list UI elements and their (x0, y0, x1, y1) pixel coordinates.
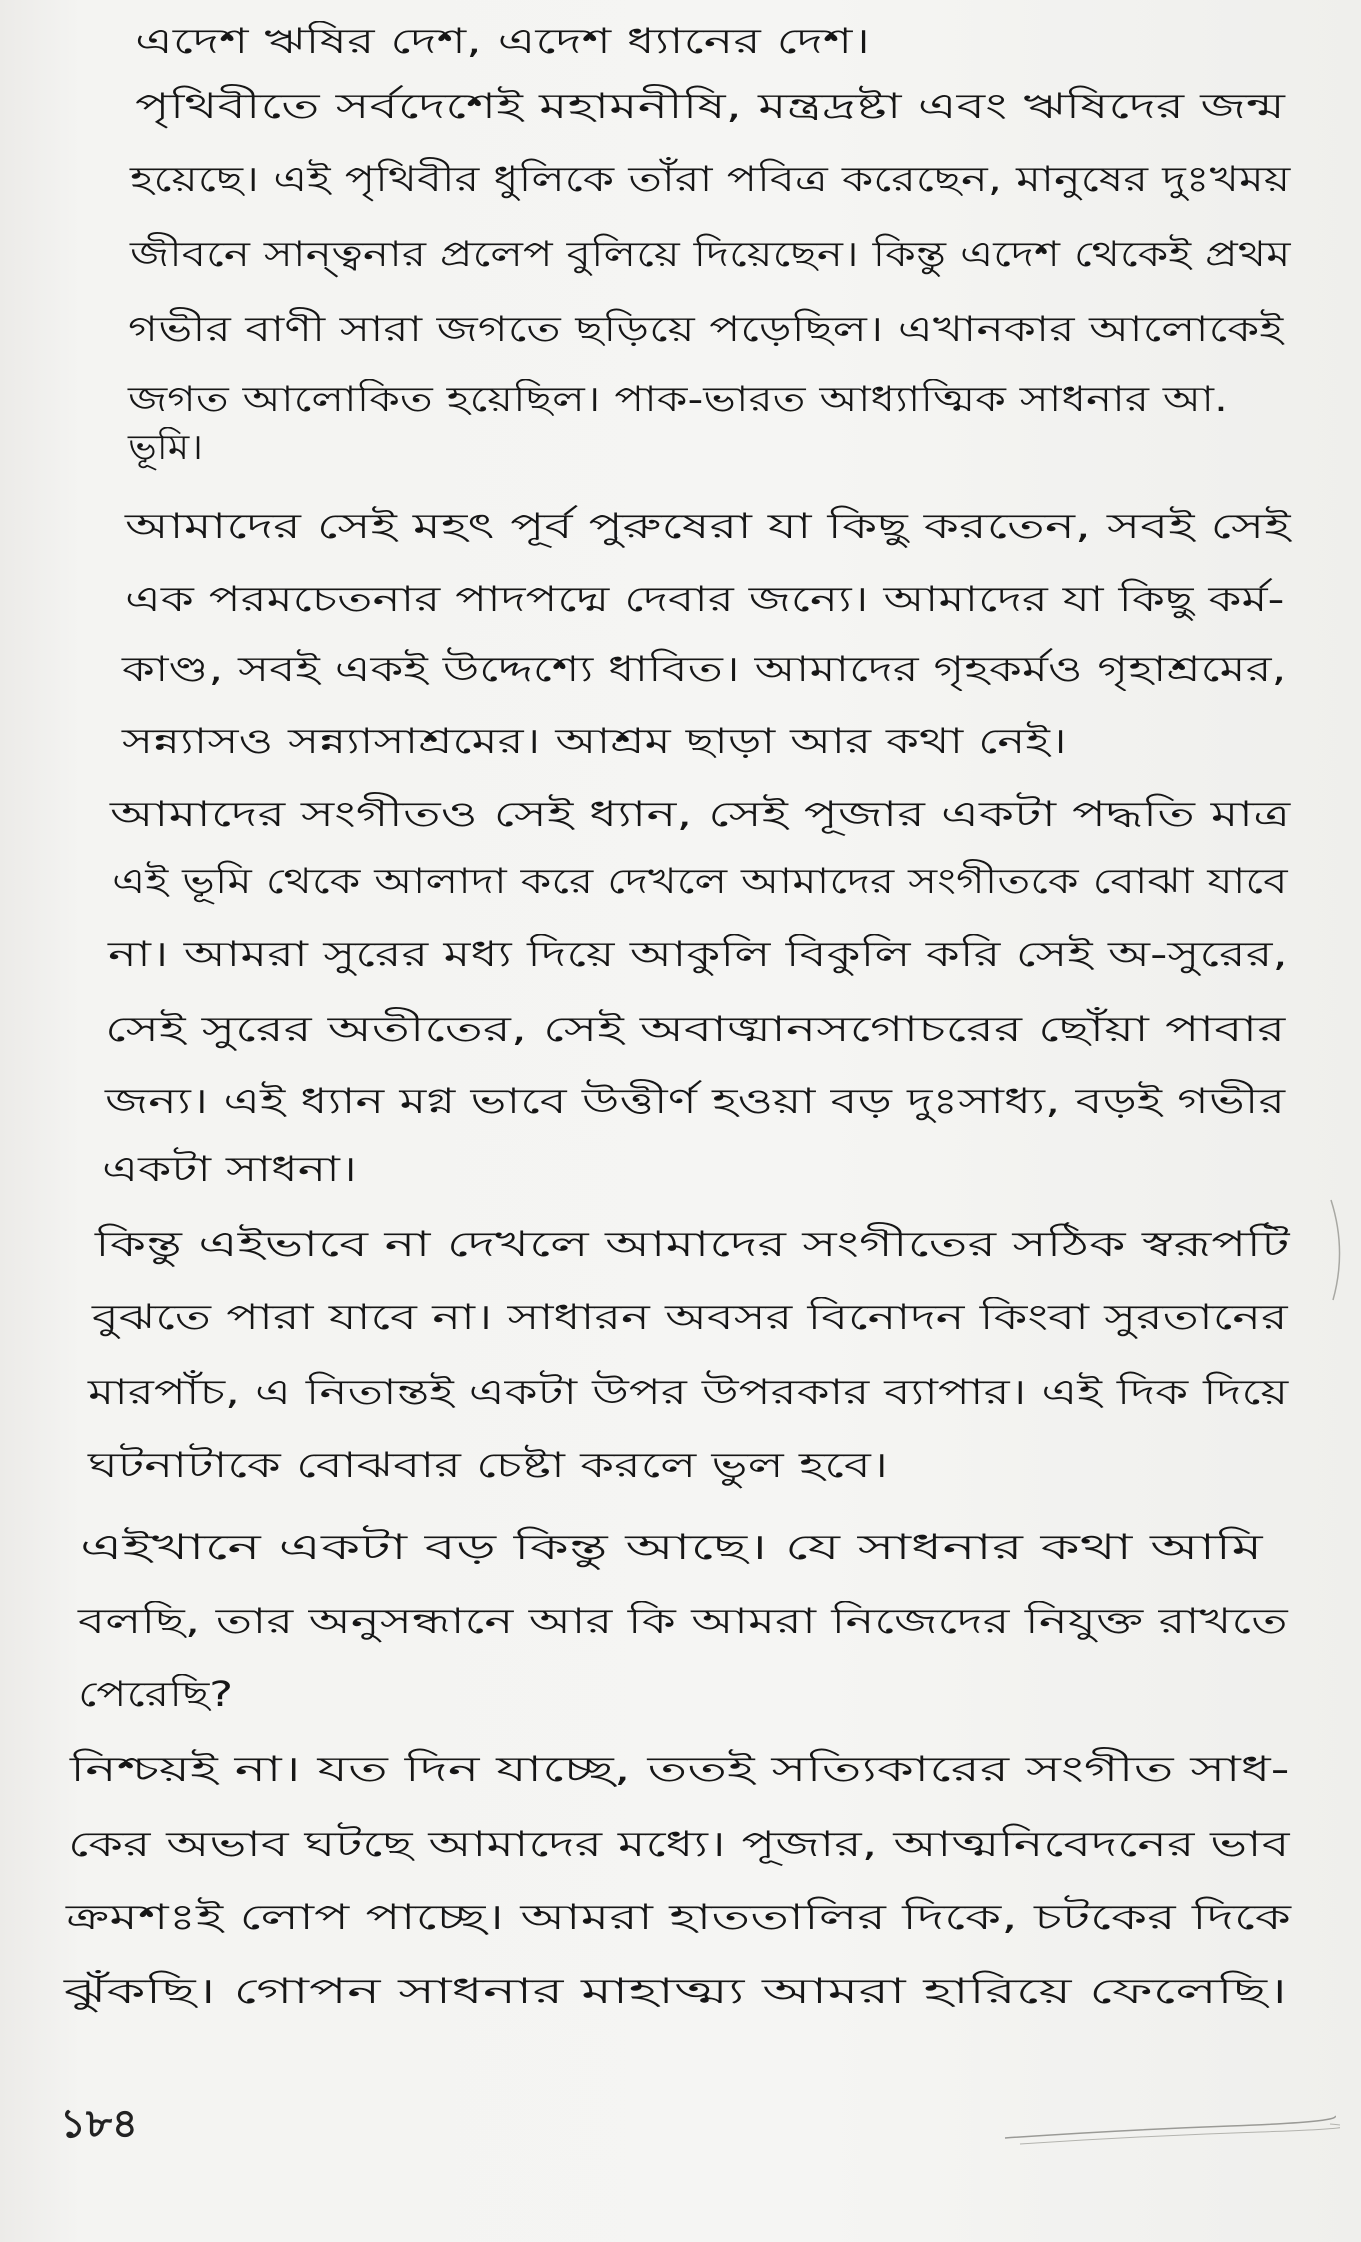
text-line: ক্রমশঃই লোপ পাচ্ছে। আমরা হাততালির দিকে, চটকের দিকে (66, 1898, 1291, 1938)
text-line: ভূমি। (128, 428, 204, 468)
text-line: কিন্তু এইভাবে না দেখলে আমাদের সংগীতের সঠিক স্বরূপটি (95, 1225, 1290, 1265)
text-line: মারপাঁচ, এ নিতান্তই একটা উপর উপরকার ব্যাপার। এই দিক দিয়ে (88, 1373, 1289, 1413)
page-edge-curl (1325, 1195, 1355, 1305)
text-line: এইখানে একটা বড় কিন্তু আছে। যে সাধনার কথা আমি (80, 1528, 1263, 1568)
text-line: একটা সাধনা। (102, 1150, 357, 1190)
text-line: না। আমরা সুরের মধ্য দিয়ে আকুলি বিকুলি করি সেই অ-সুরের, (108, 935, 1288, 975)
text-line: ঘটনাটাকে বোঝবার চেষ্টা করলে ভুল হবে। (88, 1446, 889, 1486)
text-line: বুঝতে পারা যাবে না। সাধারন অবসর বিনোদন কিংবা সুরতানের (92, 1298, 1288, 1338)
page-number: ১৮৪ (60, 2101, 138, 2147)
text-line: পেরেছি? (78, 1675, 234, 1715)
text-line: পৃথিবীতে সর্বদেশেই মহামনীষি, মন্ত্রদ্রষ্টা এবং ঋষিদের জন্ম (135, 87, 1285, 127)
text-line: হয়েছে। এই পৃথিবীর ধুলিকে তাঁরা পবিত্র করেছেন, মানুষের দুঃখময় (130, 160, 1291, 200)
text-line: কাণ্ড, সবই একই উদ্দেশ্যে ধাবিত। আমাদের গৃহকর্মও গৃহাশ্রমের, (122, 650, 1287, 690)
text-line: আমাদের সেই মহৎ পূর্ব পুরুষেরা যা কিছু করতেন, সবই সেই (125, 507, 1291, 547)
text-line: আমাদের সংগীতও সেই ধ্যান, সেই পূজার একটা পদ্ধতি মাত্র (110, 795, 1291, 835)
text-line: এদেশ ঋষির দেশ, এদেশ ধ্যানের দেশ। (135, 22, 871, 62)
text-line: বলছি, তার অনুসন্ধানে আর কি আমরা নিজেদের নিযুক্ত রাখতে (78, 1602, 1288, 1642)
text-line: ঝুঁকছি। গোপন সাধনার মাহাত্ম্য আমরা হারিয়ে ফেলেছি। (64, 1972, 1288, 2012)
text-line: জীবনে সান্ত্বনার প্রলেপ বুলিয়ে দিয়েছেন। কিন্তু এদেশ থেকেই প্রথম (130, 235, 1291, 275)
text-line: সেই সুরের অতীতের, সেই অবাঙ্মানসগোচরের ছোঁয়া পাবার (105, 1010, 1286, 1050)
text-line: সন্ন্যাসও সন্ন্যাসাশ্রমের। আশ্রম ছাড়া আর কথা নেই। (122, 722, 1067, 762)
text-line: এক পরমচেতনার পাদপদ্মে দেবার জন্যে। আমাদের যা কিছু কর্ম- (125, 580, 1285, 620)
text-line: জগত আলোকিত হয়েছিল। পাক-ভারত আধ্যাত্মিক সাধনার আ. (128, 380, 1228, 420)
pencil-mark (1000, 2110, 1340, 2150)
text-line: গভীর বাণী সারা জগতে ছড়িয়ে পড়েছিল। এখানকার আলোকেই (128, 310, 1284, 350)
text-line: কের অভাব ঘটছে আমাদের মধ্যে। পূজার, আত্মনিবেদনের ভাব (68, 1825, 1290, 1865)
text-line: জন্য। এই ধ্যান মগ্ন ভাবে উত্তীর্ণ হওয়া বড় দুঃসাধ্য, বড়ই গভীর (105, 1082, 1286, 1122)
text-line: নিশ্চয়ই না। যত দিন যাচ্ছে, ততই সত্যিকারের সংগীত সাধ- (70, 1750, 1290, 1790)
text-line: এই ভূমি থেকে আলাদা করে দেখলে আমাদের সংগীতকে বোঝা যাবে (112, 862, 1288, 902)
